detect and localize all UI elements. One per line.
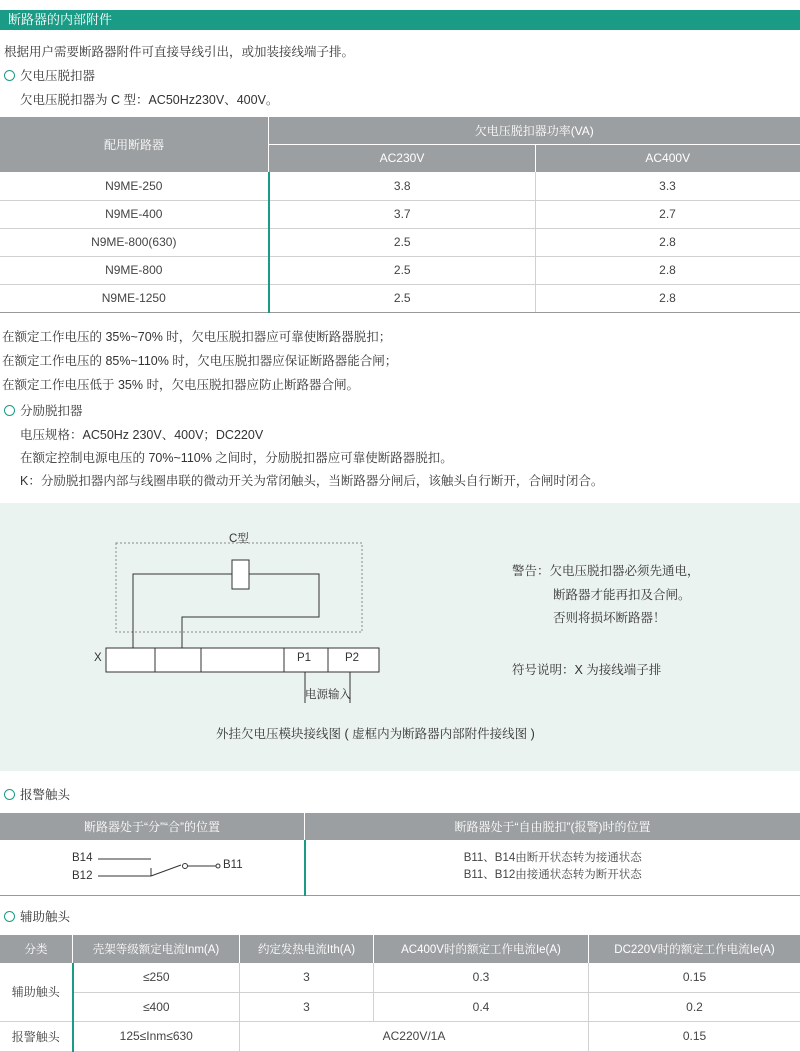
cell-model: N9ME-800: [0, 256, 269, 284]
alarm-contact-diagram: [0, 840, 304, 895]
aux-header: AC400V时的额定工作电流Ie(A): [374, 935, 589, 963]
wire: [182, 574, 319, 648]
note-line: 在额定工作电压低于 35% 时，欠电压脱扣器应防止断路器合闸。: [2, 375, 359, 393]
undervoltage-heading: 欠电压脱扣器: [4, 66, 95, 84]
aux-header: DC220V时的额定工作电流Ie(A): [589, 935, 800, 963]
alarm-contact-diagram-cell: [0, 840, 305, 895]
cell-model: N9ME-800(630): [0, 228, 269, 256]
shunt-line: K：分励脱扣器内部与线圈串联的微动开关为常闭触头，当断路器分闸后，该触头自行断开，合闸时闭合。: [20, 471, 603, 489]
circle-bullet-icon: [4, 789, 15, 800]
coil-icon: [232, 560, 249, 589]
b11-label: B11: [223, 859, 243, 871]
table-row: [0, 228, 800, 256]
auxiliary-heading: 辅助触头: [4, 907, 70, 925]
cell-inm: ≤250: [73, 963, 240, 992]
cell-dc: 0.15: [589, 963, 800, 992]
cell-ac: AC220V/1A: [240, 1021, 589, 1051]
circle-bullet-icon: [4, 70, 15, 81]
alarm-table: [0, 813, 800, 896]
table-row: [0, 200, 800, 228]
circle-bullet-icon: [4, 911, 15, 922]
symbol-note: 符号说明：X 为接线端子排: [512, 660, 661, 678]
diagram-caption: 外挂欠电压模块接线图 ( 虚框内为断路器内部附件接线图 ): [216, 724, 535, 742]
p1-label: P1: [297, 652, 311, 664]
warning-text: 警告：欠电压脱扣器必须先通电，: [512, 561, 700, 579]
cell-model: N9ME-1250: [0, 284, 269, 312]
cell-ac230: 2.5: [269, 284, 536, 312]
aux-header: 壳架等级额定电流Inm(A): [73, 935, 240, 963]
aux-header: 分类: [0, 935, 73, 963]
warning-text: 否则将损坏断路器！: [553, 608, 666, 626]
shunt-line: 在额定控制电源电压的 70%~110% 之间时，分励脱扣器应可靠使断路器脱扣。: [20, 448, 453, 466]
auxiliary-table: [0, 935, 800, 1052]
section-title: 断路器的内部附件: [0, 10, 800, 30]
intro-text: 根据用户需要断路器附件可直接导线引出，或加装接线端子排。: [4, 42, 354, 60]
x-label: X: [94, 652, 102, 664]
b12-label: B12: [72, 870, 92, 882]
col-power-header: 欠电压脱扣器功率(VA): [269, 117, 800, 144]
cell-ac400: 2.8: [536, 256, 800, 284]
aux-header: 约定发热电流Ith(A): [240, 935, 374, 963]
table-row: [0, 284, 800, 312]
cell-ac400: 2.8: [536, 228, 800, 256]
table-row: [0, 172, 800, 200]
col-breaker-header: 配用断路器: [0, 117, 269, 172]
cell-ac400: 3.3: [536, 172, 800, 200]
note-line: 在额定工作电压的 85%~110% 时，欠电压脱扣器应保证断路器能合闸；: [2, 351, 397, 369]
cell-ac230: 2.5: [269, 228, 536, 256]
terminal-strip: [106, 648, 379, 672]
p2-label: P2: [345, 652, 359, 664]
cell-inm: ≤400: [73, 992, 240, 1021]
power-input-label: 电源输入: [305, 686, 351, 702]
warning-text: 断路器才能再扣及合闸。: [553, 585, 691, 603]
shunt-line: 电压规格：AC50Hz 230V、400V；DC220V: [20, 425, 263, 443]
table-row: [0, 256, 800, 284]
c-type-label: C型: [229, 530, 249, 546]
cell-ac400: 2.7: [536, 200, 800, 228]
cell-dc: 0.15: [589, 1021, 800, 1051]
shunt-heading: 分励脱扣器: [4, 401, 83, 419]
circle-bullet-icon: [4, 405, 15, 416]
table-row: [0, 992, 800, 1021]
contact-point-icon: [183, 864, 188, 869]
wiring-diagram-panel: [0, 503, 800, 771]
cell-dc: 0.2: [589, 992, 800, 1021]
cell-ac400: 2.8: [536, 284, 800, 312]
alarm-state-line: B11、B12由接通状态转为断开状态: [306, 867, 800, 884]
cell-model: N9ME-400: [0, 200, 269, 228]
b14-label: B14: [72, 852, 92, 864]
alarm-col-right: 断路器处于“自由脱扣”(报警)时的位置: [305, 813, 800, 840]
alarm-state-line: B11、B14由断开状态转为接通状态: [306, 850, 800, 867]
cell-ac: 0.4: [374, 992, 589, 1021]
alarm-state-cell: [305, 840, 800, 895]
aux-category: 报警触头: [0, 1021, 73, 1051]
undervoltage-desc: 欠电压脱扣器为 C 型：AC50Hz230V、400V。: [20, 90, 278, 108]
alarm-col-left: 断路器处于“分”“合”的位置: [0, 813, 305, 840]
col-ac230-header: AC230V: [269, 144, 536, 172]
cell-model: N9ME-250: [0, 172, 269, 200]
cell-ith: 3: [240, 992, 374, 1021]
undervoltage-table: [0, 117, 800, 313]
cell-inm: 125≤Inm≤630: [73, 1021, 240, 1051]
note-line: 在额定工作电压的 35%~70% 时，欠电压脱扣器应可靠使断路器脱扣；: [2, 327, 391, 345]
col-ac400-header: AC400V: [536, 144, 800, 172]
table-row: [0, 963, 800, 992]
aux-category: 辅助触头: [0, 963, 73, 1021]
cell-ac230: 3.8: [269, 172, 536, 200]
cell-ac230: 2.5: [269, 256, 536, 284]
cell-ac: 0.3: [374, 963, 589, 992]
cell-ith: 3: [240, 963, 374, 992]
cell-ac230: 3.7: [269, 200, 536, 228]
alarm-heading: 报警触头: [4, 785, 70, 803]
